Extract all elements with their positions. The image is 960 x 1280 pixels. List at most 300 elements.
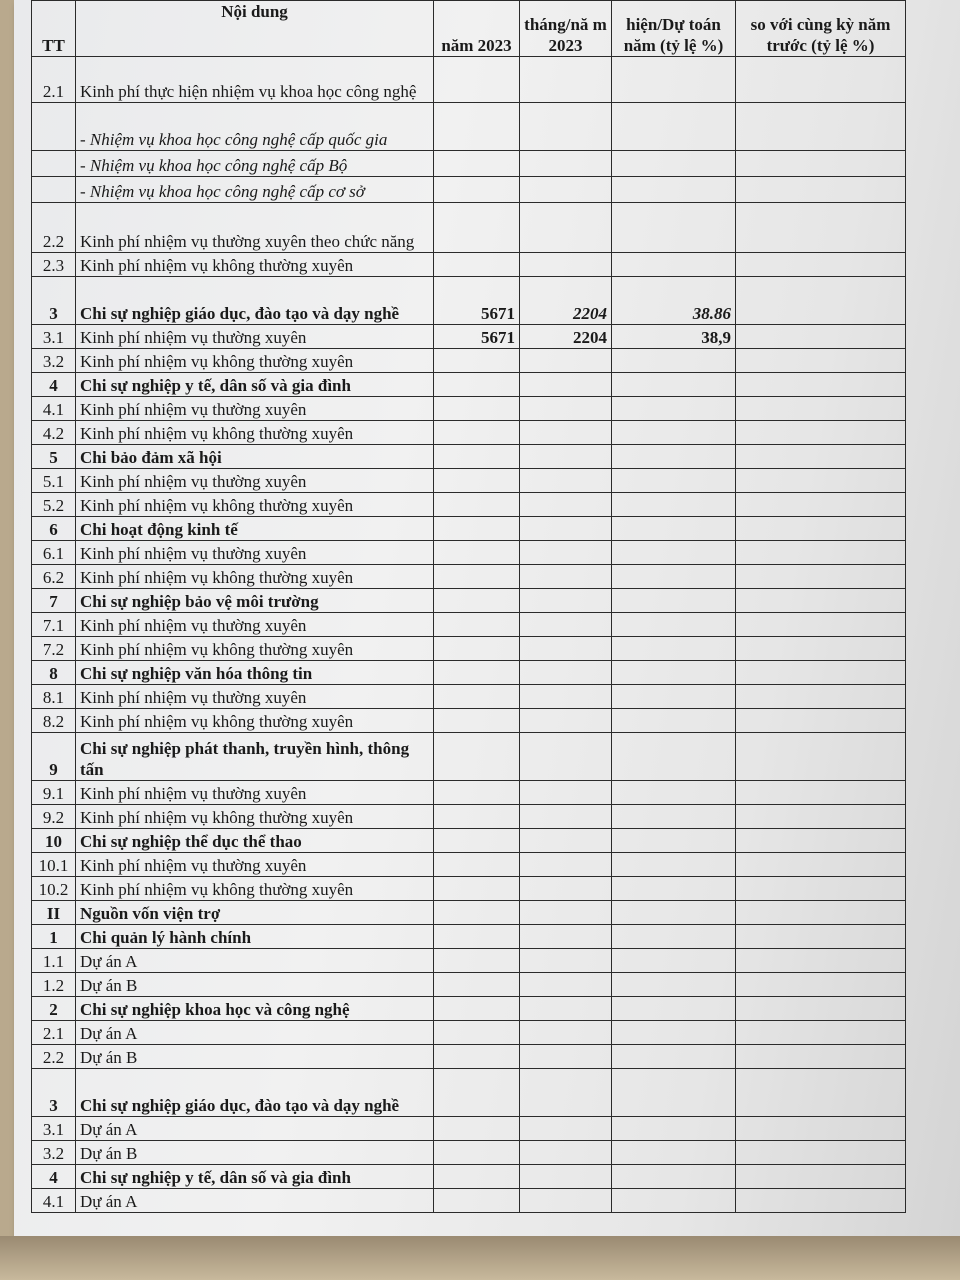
row-ratio [612, 203, 736, 253]
row-number: 6.1 [32, 541, 76, 565]
row-compare [736, 829, 906, 853]
row-content: Kinh phí nhiệm vụ thường xuyên [76, 325, 434, 349]
row-number: 3.1 [32, 1117, 76, 1141]
row-number: 4 [32, 373, 76, 397]
row-compare [736, 1069, 906, 1117]
row-estimate [434, 177, 520, 203]
table-row [32, 949, 906, 973]
row-content: Dự án A [76, 1189, 434, 1213]
row-number: 2 [32, 997, 76, 1021]
row-content: Kinh phí nhiệm vụ không thường xuyên [76, 565, 434, 589]
row-ratio [612, 685, 736, 709]
row-done [520, 565, 612, 589]
row-ratio [612, 709, 736, 733]
row-compare [736, 805, 906, 829]
row-done [520, 685, 612, 709]
table-row [32, 445, 906, 469]
row-estimate [434, 973, 520, 997]
row-content: Chi sự nghiệp khoa học và công nghệ [76, 997, 434, 1021]
table-row [32, 517, 906, 541]
row-estimate [434, 517, 520, 541]
row-done [520, 203, 612, 253]
row-number: 3.1 [32, 325, 76, 349]
row-content: Dự án B [76, 973, 434, 997]
row-done [520, 1069, 612, 1117]
row-estimate [434, 421, 520, 445]
row-ratio [612, 949, 736, 973]
row-ratio [612, 589, 736, 613]
row-ratio [612, 565, 736, 589]
row-ratio [612, 661, 736, 685]
row-content: Kinh phí nhiệm vụ thường xuyên [76, 853, 434, 877]
row-compare [736, 685, 906, 709]
row-done [520, 57, 612, 103]
row-content: Kinh phí nhiệm vụ không thường xuyên [76, 637, 434, 661]
row-compare [736, 177, 906, 203]
row-estimate [434, 1021, 520, 1045]
row-number: 4 [32, 1165, 76, 1189]
row-ratio [612, 1021, 736, 1045]
row-done [520, 103, 612, 151]
row-ratio [612, 1045, 736, 1069]
row-estimate: 5671 [434, 277, 520, 325]
row-estimate [434, 349, 520, 373]
row-compare [736, 709, 906, 733]
row-compare [736, 469, 906, 493]
row-content: - Nhiệm vụ khoa học công nghệ cấp Bộ [76, 151, 434, 177]
row-number: 1.2 [32, 973, 76, 997]
row-estimate [434, 541, 520, 565]
row-ratio [612, 973, 736, 997]
row-estimate [434, 901, 520, 925]
table-row [32, 1141, 906, 1165]
row-done [520, 253, 612, 277]
row-estimate [434, 1117, 520, 1141]
row-estimate [434, 853, 520, 877]
row-content: Kinh phí nhiệm vụ thường xuyên [76, 613, 434, 637]
table-row [32, 469, 906, 493]
row-estimate [434, 877, 520, 901]
table-row [32, 541, 906, 565]
table-row [32, 57, 906, 103]
row-done [520, 349, 612, 373]
row-done [520, 949, 612, 973]
row-compare [736, 373, 906, 397]
row-content: Chi sự nghiệp phát thanh, truyền hình, thông tấn [76, 733, 434, 781]
table-row [32, 853, 906, 877]
row-ratio [612, 253, 736, 277]
table-row [32, 493, 906, 517]
row-compare [736, 877, 906, 901]
row-content: Kinh phí nhiệm vụ không thường xuyên [76, 493, 434, 517]
row-number: 6 [32, 517, 76, 541]
row-done [520, 637, 612, 661]
row-ratio [612, 421, 736, 445]
row-compare [736, 517, 906, 541]
row-done [520, 445, 612, 469]
row-estimate [434, 373, 520, 397]
header-estimate: năm 2023 [434, 1, 520, 57]
row-ratio [612, 541, 736, 565]
row-content: Chi quản lý hành chính [76, 925, 434, 949]
row-done [520, 177, 612, 203]
row-estimate [434, 397, 520, 421]
row-compare [736, 541, 906, 565]
table-row [32, 805, 906, 829]
row-ratio [612, 373, 736, 397]
row-done [520, 589, 612, 613]
row-ratio [612, 103, 736, 151]
row-compare [736, 445, 906, 469]
table-row [32, 613, 906, 637]
row-compare [736, 565, 906, 589]
row-ratio [612, 1117, 736, 1141]
row-estimate [434, 829, 520, 853]
row-number: 7.1 [32, 613, 76, 637]
row-number: 9 [32, 733, 76, 781]
row-content: Kinh phí nhiệm vụ thường xuyên [76, 541, 434, 565]
row-estimate [434, 565, 520, 589]
row-number: 5.1 [32, 469, 76, 493]
table-row [32, 781, 906, 805]
row-done [520, 709, 612, 733]
row-compare [736, 661, 906, 685]
table-row [32, 103, 906, 151]
row-number: 8 [32, 661, 76, 685]
row-compare [736, 949, 906, 973]
row-compare [736, 589, 906, 613]
row-done [520, 1117, 612, 1141]
table-row [32, 373, 906, 397]
row-content: Kinh phí nhiệm vụ thường xuyên [76, 781, 434, 805]
row-done [520, 469, 612, 493]
row-compare [736, 397, 906, 421]
row-number: 2.2 [32, 1045, 76, 1069]
row-done: 2204 [520, 277, 612, 325]
row-compare [736, 853, 906, 877]
row-number [32, 103, 76, 151]
row-number: 5 [32, 445, 76, 469]
row-content: Kinh phí nhiệm vụ thường xuyên [76, 469, 434, 493]
row-ratio: 38.86 [612, 277, 736, 325]
row-done [520, 1189, 612, 1213]
row-ratio [612, 997, 736, 1021]
row-content: Nguồn vốn viện trợ [76, 901, 434, 925]
header-done: tháng/nă m 2023 [520, 1, 612, 57]
row-estimate: 5671 [434, 325, 520, 349]
row-content: Chi sự nghiệp giáo dục, đào tạo và dạy nghề [76, 277, 434, 325]
row-content: Dự án A [76, 1117, 434, 1141]
row-ratio [612, 469, 736, 493]
row-ratio [612, 637, 736, 661]
table-surface [0, 1236, 960, 1280]
row-content: - Nhiệm vụ khoa học công nghệ cấp cơ sở [76, 177, 434, 203]
row-number: 7.2 [32, 637, 76, 661]
row-compare [736, 1165, 906, 1189]
table-row [32, 565, 906, 589]
table-row [32, 349, 906, 373]
row-ratio [612, 925, 736, 949]
row-done [520, 493, 612, 517]
row-done [520, 853, 612, 877]
row-compare [736, 973, 906, 997]
row-done: 2204 [520, 325, 612, 349]
table-row [32, 997, 906, 1021]
table-row [32, 1021, 906, 1045]
row-compare [736, 1021, 906, 1045]
row-compare [736, 203, 906, 253]
row-done [520, 373, 612, 397]
row-done [520, 829, 612, 853]
row-done [520, 517, 612, 541]
row-estimate [434, 203, 520, 253]
row-done [520, 151, 612, 177]
table-row [32, 709, 906, 733]
row-compare [736, 349, 906, 373]
row-compare [736, 613, 906, 637]
row-estimate [434, 925, 520, 949]
row-number: 1.1 [32, 949, 76, 973]
row-compare [736, 1117, 906, 1141]
table-row [32, 277, 906, 325]
row-content: Kinh phí nhiệm vụ thường xuyên theo chức năng [76, 203, 434, 253]
row-number: 8.2 [32, 709, 76, 733]
row-ratio [612, 781, 736, 805]
header-compare: so với cùng kỳ năm trước (tỷ lệ %) [736, 1, 906, 57]
row-estimate [434, 805, 520, 829]
row-compare [736, 637, 906, 661]
table-row [32, 733, 906, 781]
row-estimate [434, 613, 520, 637]
row-content: Kinh phí nhiệm vụ không thường xuyên [76, 877, 434, 901]
row-estimate [434, 637, 520, 661]
row-content: Kinh phí nhiệm vụ không thường xuyên [76, 349, 434, 373]
table-row [32, 925, 906, 949]
row-content: Dự án B [76, 1141, 434, 1165]
row-number: II [32, 901, 76, 925]
row-compare [736, 277, 906, 325]
table-row [32, 1045, 906, 1069]
row-number: 7 [32, 589, 76, 613]
row-ratio [612, 877, 736, 901]
row-done [520, 613, 612, 637]
row-ratio [612, 1141, 736, 1165]
row-number: 10.1 [32, 853, 76, 877]
row-content: Chi sự nghiệp thể dục thể thao [76, 829, 434, 853]
row-content: Chi bảo đảm xã hội [76, 445, 434, 469]
row-compare [736, 1189, 906, 1213]
row-number [32, 151, 76, 177]
table-row [32, 421, 906, 445]
table-row [32, 1165, 906, 1189]
row-compare [736, 493, 906, 517]
row-estimate [434, 103, 520, 151]
row-estimate [434, 709, 520, 733]
row-number: 1 [32, 925, 76, 949]
row-content: Chi sự nghiệp y tế, dân số và gia đình [76, 373, 434, 397]
row-number: 3 [32, 1069, 76, 1117]
row-content: Kinh phí nhiệm vụ không thường xuyên [76, 805, 434, 829]
row-number: 3.2 [32, 349, 76, 373]
table-row [32, 177, 906, 203]
row-number: 3.2 [32, 1141, 76, 1165]
table-row [32, 203, 906, 253]
row-ratio: 38,9 [612, 325, 736, 349]
table-row [32, 589, 906, 613]
row-done [520, 925, 612, 949]
row-done [520, 805, 612, 829]
row-number: 6.2 [32, 565, 76, 589]
table-row [32, 877, 906, 901]
row-content: Dự án A [76, 1021, 434, 1045]
row-ratio [612, 1165, 736, 1189]
table-row [32, 151, 906, 177]
row-ratio [612, 151, 736, 177]
row-estimate [434, 1069, 520, 1117]
row-done [520, 1045, 612, 1069]
row-content: Chi sự nghiệp y tế, dân số và gia đình [76, 1165, 434, 1189]
row-estimate [434, 1189, 520, 1213]
row-ratio [612, 1189, 736, 1213]
row-done [520, 397, 612, 421]
row-compare [736, 103, 906, 151]
row-estimate [434, 151, 520, 177]
row-estimate [434, 469, 520, 493]
row-number: 10.2 [32, 877, 76, 901]
row-compare [736, 253, 906, 277]
row-done [520, 421, 612, 445]
row-done [520, 1165, 612, 1189]
row-content: Chi hoạt động kinh tế [76, 517, 434, 541]
row-ratio [612, 901, 736, 925]
row-number: 5.2 [32, 493, 76, 517]
table-row [32, 901, 906, 925]
row-done [520, 973, 612, 997]
row-ratio [612, 445, 736, 469]
row-content: Kinh phí nhiệm vụ thường xuyên [76, 685, 434, 709]
row-number: 4.2 [32, 421, 76, 445]
row-number: 9.1 [32, 781, 76, 805]
row-ratio [612, 349, 736, 373]
row-content: - Nhiệm vụ khoa học công nghệ cấp quốc gia [76, 103, 434, 151]
row-content: Chi sự nghiệp bảo vệ môi trường [76, 589, 434, 613]
row-estimate [434, 1165, 520, 1189]
row-compare [736, 1141, 906, 1165]
row-number: 2.1 [32, 57, 76, 103]
row-number: 3 [32, 277, 76, 325]
row-compare [736, 325, 906, 349]
row-ratio [612, 829, 736, 853]
row-content: Kinh phí nhiệm vụ thường xuyên [76, 397, 434, 421]
row-compare [736, 421, 906, 445]
header-content: Nội dung [76, 1, 434, 57]
row-content: Kinh phí nhiệm vụ không thường xuyên [76, 253, 434, 277]
row-ratio [612, 1069, 736, 1117]
row-content: Kinh phí thực hiện nhiệm vụ khoa học công nghệ [76, 57, 434, 103]
row-number: 2.1 [32, 1021, 76, 1045]
row-estimate [434, 997, 520, 1021]
row-ratio [612, 517, 736, 541]
row-number: 8.1 [32, 685, 76, 709]
row-compare [736, 57, 906, 103]
row-content: Dự án A [76, 949, 434, 973]
row-estimate [434, 493, 520, 517]
table-row [32, 637, 906, 661]
row-ratio [612, 57, 736, 103]
row-content: Chi sự nghiệp giáo dục, đào tạo và dạy nghề [76, 1069, 434, 1117]
row-number: 4.1 [32, 1189, 76, 1213]
table-row [32, 661, 906, 685]
row-compare [736, 901, 906, 925]
row-estimate [434, 685, 520, 709]
row-done [520, 877, 612, 901]
row-compare [736, 151, 906, 177]
row-done [520, 541, 612, 565]
row-estimate [434, 589, 520, 613]
table-row [32, 1069, 906, 1117]
row-estimate [434, 733, 520, 781]
row-number: 2.3 [32, 253, 76, 277]
row-content: Kinh phí nhiệm vụ không thường xuyên [76, 709, 434, 733]
row-content: Dự án B [76, 1045, 434, 1069]
header-row [32, 1, 906, 57]
budget-table [31, 0, 906, 1213]
row-done [520, 661, 612, 685]
row-number: 4.1 [32, 397, 76, 421]
table-row [32, 325, 906, 349]
row-compare [736, 925, 906, 949]
row-compare [736, 733, 906, 781]
row-estimate [434, 57, 520, 103]
table-row [32, 685, 906, 709]
row-done [520, 1021, 612, 1045]
row-done [520, 901, 612, 925]
row-content: Kinh phí nhiệm vụ không thường xuyên [76, 421, 434, 445]
header-ratio: hiện/Dự toán năm (tỷ lệ %) [612, 1, 736, 57]
row-done [520, 1141, 612, 1165]
row-number: 10 [32, 829, 76, 853]
row-estimate [434, 661, 520, 685]
row-ratio [612, 493, 736, 517]
row-done [520, 781, 612, 805]
row-compare [736, 997, 906, 1021]
header-stt: TT [32, 1, 76, 57]
row-number [32, 177, 76, 203]
row-ratio [612, 397, 736, 421]
row-compare [736, 1045, 906, 1069]
table-row [32, 829, 906, 853]
row-ratio [612, 733, 736, 781]
row-done [520, 997, 612, 1021]
row-estimate [434, 1045, 520, 1069]
row-done [520, 733, 612, 781]
row-ratio [612, 853, 736, 877]
table-row [32, 253, 906, 277]
row-content: Chi sự nghiệp văn hóa thông tin [76, 661, 434, 685]
table-row [32, 1117, 906, 1141]
row-ratio [612, 177, 736, 203]
row-estimate [434, 781, 520, 805]
row-ratio [612, 613, 736, 637]
row-ratio [612, 805, 736, 829]
row-estimate [434, 445, 520, 469]
row-estimate [434, 253, 520, 277]
table-row [32, 1189, 906, 1213]
table-row [32, 973, 906, 997]
table-row [32, 397, 906, 421]
row-estimate [434, 1141, 520, 1165]
row-number: 9.2 [32, 805, 76, 829]
